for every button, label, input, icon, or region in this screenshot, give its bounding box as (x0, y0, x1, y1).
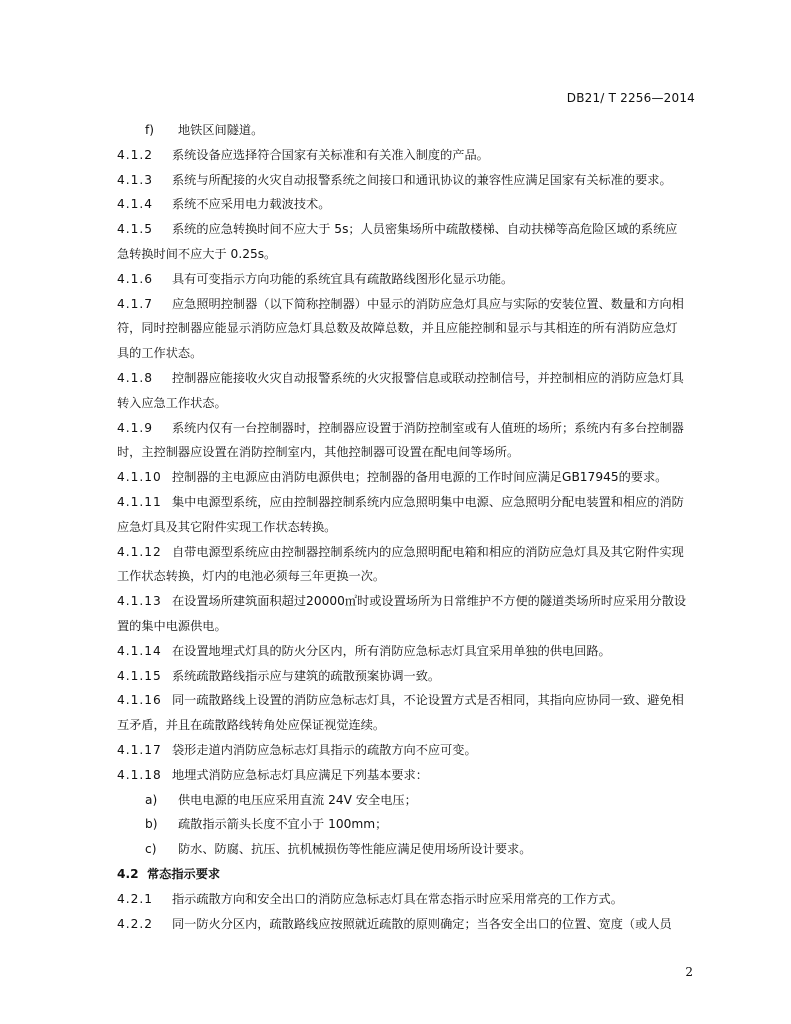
clause-paragraph (117, 763, 689, 788)
clause-text: 常态指示要求 (147, 866, 221, 881)
clause-paragraph (117, 267, 689, 292)
clause-paragraph (117, 143, 689, 168)
clause-text: 系统疏散路线指示应与建筑的疏散预案协调一致。 (172, 668, 441, 683)
clause-paragraph (117, 738, 689, 763)
clause-paragraph (117, 589, 689, 639)
clause-text: 袋形走道内消防应急标志灯具指示的疏散方向不应可变。 (172, 742, 477, 757)
clause-text: 系统与所配接的火灾自动报警系统之间接口和通讯协议的兼容性应满足国家有关标准的要求。 (172, 172, 672, 187)
list-item (117, 118, 689, 143)
clause-text: 系统不应采用电力载波技术。 (172, 197, 331, 212)
clause-text: 具有可变指示方向功能的系统宜具有疏散路线图形化显示功能。 (172, 271, 514, 286)
clause-text: 集中电源型系统，应由控制器控制系统内应急照明集中电源、应急照明分配电装置和相应的消防应急灯具及其它附件实现工作状态转换。 (117, 494, 684, 534)
clause-paragraph (117, 217, 689, 267)
clause-number: a) (145, 792, 158, 807)
clause-paragraph (117, 465, 689, 490)
clause-text: 系统内仅有一台控制器时，控制器应设置于消防控制室或有人值班的场所；系统内有多台控制器时，主控制器应设置在消防控制室内，其他控制器可设置在配电间等场所。 (117, 420, 684, 460)
clause-number: 4.1.2 (117, 147, 154, 162)
clause-text: 同一防火分区内，疏散路线应按照就近疏散的原则确定；当各安全出口的位置、宽度（或人员 (172, 916, 672, 931)
clause-number: 4.1.3 (117, 172, 154, 187)
clause-number: 4.2.1 (117, 891, 154, 906)
list-item (117, 812, 689, 837)
clause-paragraph (117, 912, 689, 937)
clause-text: 供电电源的电压应采用直流 24V 安全电压； (178, 792, 417, 807)
clause-number: 4.1.15 (117, 668, 162, 683)
clause-text: 控制器的主电源应由消防电源供电；控制器的备用电源的工作时间应满足GB17945的要求。 (172, 470, 668, 485)
clause-number: 4.1.5 (117, 222, 154, 237)
page-number: 2 (685, 965, 693, 979)
clause-text: 控制器应能接收火灾自动报警系统的火灾报警信息或联动控制信号，并控制相应的消防应急灯具转入应急工作状态。 (117, 370, 684, 410)
clause-number: 4.1.16 (117, 693, 162, 708)
clause-paragraph (117, 688, 689, 738)
clause-number: f) (145, 123, 155, 137)
clause-number: 4.1.17 (117, 742, 162, 757)
clause-text: 疏散指示箭头长度不宜小于 100mm； (178, 817, 388, 832)
document-code: DB21/ T 2256—2014 (566, 91, 695, 105)
clause-number: 4.1.9 (117, 420, 154, 435)
clause-number: b) (145, 817, 158, 832)
clause-number: 4.1.18 (117, 767, 162, 782)
clause-text: 应急照明控制器（以下简称控制器）中显示的消防应急灯具应与实际的安装位置、数量和方向相符，同时控制器应能显示消防应急灯具总数及故障总数，并且应能控制和显示与其相连的所有消防应急灯具的工作状态。 (117, 296, 684, 361)
clause-number: 4.2 (117, 866, 139, 881)
clause-number: 4.1.8 (117, 370, 154, 385)
clause-number: 4.2.2 (117, 916, 154, 931)
clause-paragraph (117, 168, 689, 193)
clause-text: 自带电源型系统应由控制器控制系统内的应急照明配电箱和相应的消防应急灯具及其它附件实现工作状态转换，灯内的电池必须每三年更换一次。 (117, 544, 684, 584)
section-heading (117, 862, 689, 887)
clause-number: 4.1.6 (117, 271, 154, 286)
list-item (117, 837, 689, 862)
clause-number: 4.1.7 (117, 296, 154, 311)
clause-paragraph (117, 639, 689, 664)
clause-paragraph (117, 490, 689, 540)
clause-paragraph (117, 292, 689, 366)
clause-text: 在设置地埋式灯具的防火分区内，所有消防应急标志灯具宜采用单独的供电回路。 (172, 643, 611, 658)
clause-number: 4.1.10 (117, 470, 162, 485)
clause-paragraph (117, 416, 689, 466)
clause-number: 4.1.14 (117, 643, 162, 658)
clause-number: c) (145, 842, 157, 857)
clause-text: 指示疏散方向和安全出口的消防应急标志灯具在常态指示时应采用常亮的工作方式。 (172, 891, 623, 906)
list-item (117, 788, 689, 813)
clause-paragraph (117, 540, 689, 590)
document-body (117, 118, 689, 936)
clause-text: 地铁区间隧道。 (178, 123, 264, 137)
clause-text: 防水、防腐、抗压、抗机械损伤等性能应满足使用场所设计要求。 (178, 842, 532, 857)
clause-number: 4.1.13 (117, 594, 162, 609)
clause-paragraph (117, 366, 689, 416)
clause-number: 4.1.12 (117, 544, 162, 559)
clause-text: 同一疏散路线上设置的消防应急标志灯具，不论设置方式是否相同，其指向应协同一致、避免相互矛盾，并且在疏散路线转角处应保证视觉连续。 (117, 693, 684, 733)
clause-text: 系统设备应选择符合国家有关标准和有关准入制度的产品。 (172, 147, 489, 162)
clause-paragraph (117, 887, 689, 912)
clause-text: 系统的应急转换时间不应大于 5s；人员密集场所中疏散楼梯、自动扶梯等高危险区域的系统应急转换时间不应大于 0.25s。 (117, 222, 678, 261)
clause-number: 4.1.11 (117, 494, 162, 509)
clause-number: 4.1.4 (117, 197, 154, 212)
clause-text: 地埋式消防应急标志灯具应满足下列基本要求： (172, 767, 428, 782)
clause-text: 在设置场所建筑面积超过20000㎡时或设置场所为日常维护不方便的隧道类场所时应采用分散设置的集中电源供电。 (117, 594, 687, 633)
clause-paragraph (117, 192, 689, 217)
clause-paragraph (117, 664, 689, 689)
